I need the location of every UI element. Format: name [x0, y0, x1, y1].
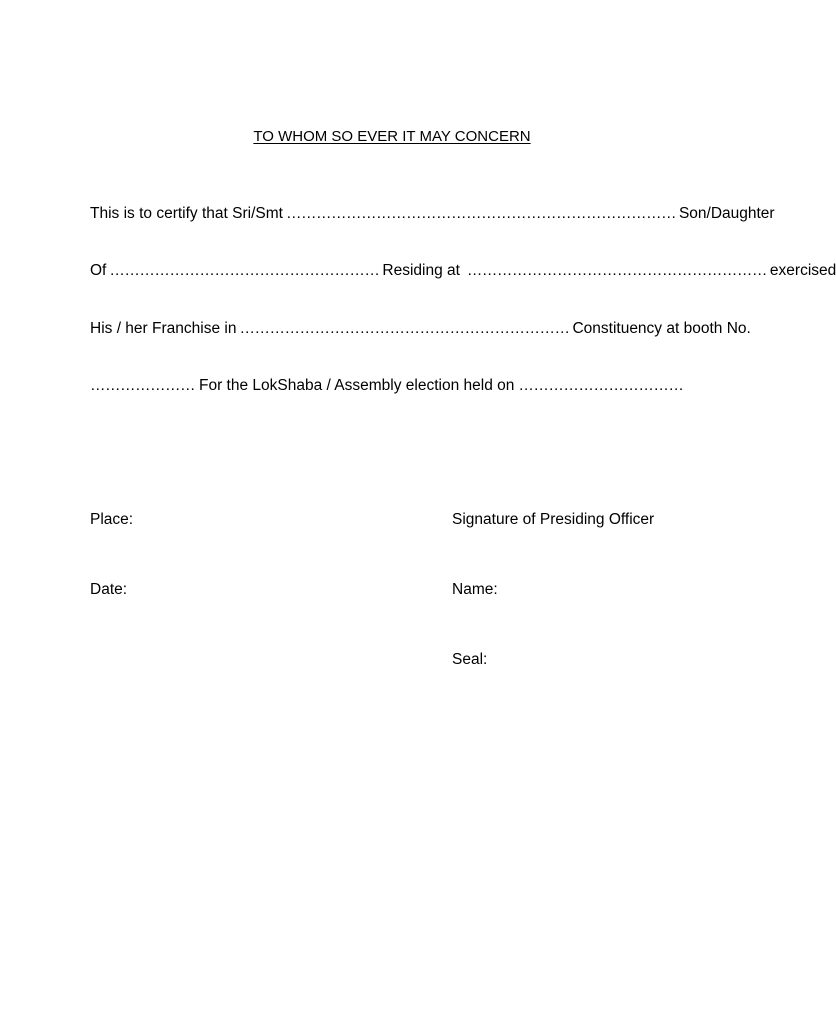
parent-blank: ……………………………………………… — [109, 262, 380, 279]
of-text: Of — [90, 262, 107, 279]
son-daughter-text: Son/Daughter — [678, 205, 775, 222]
booth-number-blank: ………………… — [90, 377, 195, 394]
residing-line — [90, 262, 836, 280]
certify-text: This is to certify that Sri/Smt — [90, 205, 283, 222]
residing-at-text: Residing at — [382, 262, 460, 279]
name-blank: …………………………………………………………………… — [285, 205, 676, 222]
constituency-booth-text: Constituency at booth No. — [572, 320, 751, 337]
election-line — [90, 377, 684, 395]
constituency-blank: ………………………………………………………… — [239, 320, 570, 337]
certify-line — [90, 205, 775, 223]
franchise-line — [90, 320, 751, 338]
signature-label: Signature of Presiding Officer — [452, 511, 655, 528]
name-label: Name: — [452, 581, 498, 598]
election-text: For the LokShaba / Assembly election held on — [199, 377, 515, 394]
exercised-text: exercised — [769, 262, 836, 279]
date-label: Date: — [90, 581, 128, 598]
franchise-text: His / her Franchise in — [90, 320, 237, 337]
election-date-blank: …………………………… — [518, 377, 684, 394]
document-title: TO WHOM SO EVER IT MAY CONCERN — [253, 128, 531, 145]
address-blank: …………………………………………………… — [466, 262, 767, 279]
place-label: Place: — [90, 511, 134, 528]
seal-label: Seal: — [452, 651, 488, 668]
